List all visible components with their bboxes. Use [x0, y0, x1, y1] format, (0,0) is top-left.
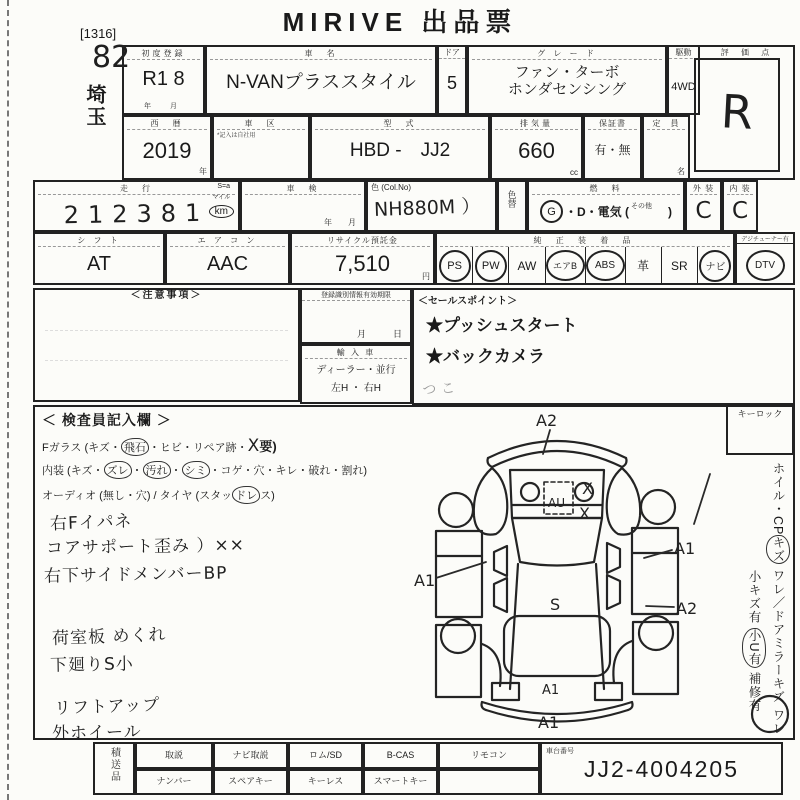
- exterior-cell: [685, 180, 722, 232]
- tuner-label: デジチューナー有: [737, 234, 793, 244]
- small-u-circled: 小U有: [742, 628, 766, 667]
- equip-ps: PS: [437, 247, 472, 284]
- tuner-value: DTV: [746, 250, 785, 281]
- lot-number: 82: [92, 40, 131, 75]
- interior-dot2: ・: [170, 465, 182, 477]
- interior-shimi-circled: シミ: [182, 461, 210, 479]
- color-change-label: 色替: [506, 190, 517, 208]
- keylock-box: [726, 405, 794, 455]
- tuner-cell: [735, 232, 795, 285]
- recycle-label: リサイクル預託金: [295, 234, 430, 247]
- hand-note-5: 下廻りS小: [49, 654, 135, 676]
- class-cell: [212, 115, 310, 180]
- displacement-unit: cc: [570, 168, 578, 177]
- class-note: *記入は自社用: [217, 133, 256, 139]
- cell-spare-key: スペアキー: [213, 769, 288, 795]
- model-value: HBD - JJ2: [349, 140, 451, 161]
- model-label: 型 式: [315, 117, 485, 130]
- annotation-a1-right: A1: [674, 539, 696, 558]
- color-cell: [366, 180, 497, 232]
- drive-label: 駆動: [669, 47, 698, 59]
- recycle-unit: 円: [422, 272, 430, 281]
- car-name-value: N-VANプラススタイル: [226, 72, 416, 93]
- class-label: 車 区: [217, 117, 305, 130]
- grade-line1: ファン・ターボ: [514, 64, 620, 81]
- car-name-cell: [205, 45, 437, 115]
- cell-number-plate: ナンバー: [135, 769, 213, 795]
- hand-note-3: 右下サイドメンバーBP: [43, 563, 228, 587]
- recycle-value: 7,510: [334, 251, 391, 276]
- corner-code: [1316]: [80, 26, 117, 41]
- equip-sr: SR: [661, 247, 697, 284]
- shift-cell: [33, 232, 165, 285]
- grade-line2: ホンダセンシング: [507, 81, 627, 99]
- fuel-gas-option: G: [540, 200, 563, 223]
- shaken-label: 車 検: [245, 182, 361, 195]
- annotation-a1-left: A1: [414, 571, 436, 590]
- page-title: MIRIVE 出品票: [282, 7, 518, 37]
- grade-cell: [467, 45, 667, 115]
- equipment-label: 純 正 装 着 品: [440, 234, 730, 247]
- shipping-items-cell: [93, 742, 135, 795]
- fuel-cell: [527, 180, 685, 232]
- first-registration-value: R1 8: [142, 68, 185, 90]
- cell-rom-sd: ロム/SD: [288, 742, 363, 769]
- sales-hand-note: つ こ: [421, 380, 456, 399]
- drive-value: 4WD: [671, 81, 696, 93]
- exterior-value: C: [694, 197, 713, 225]
- cell-navi-torisetsu: ナビ取説: [213, 742, 288, 769]
- annotation-x1: X: [582, 479, 593, 498]
- sales-points-label: ＜セールスポイント＞: [418, 296, 518, 307]
- equipment-cell: [435, 232, 735, 285]
- equip-pw: PW: [472, 247, 508, 284]
- year-unit: 年: [199, 167, 207, 176]
- hand-note-7: 外ホイール: [51, 722, 142, 744]
- equip-airbag: エアB: [545, 247, 585, 284]
- year-value: 2019: [142, 138, 192, 163]
- registration-date-line: 月 日: [356, 329, 402, 339]
- color-change-cell: [497, 180, 527, 232]
- displacement-cell: [490, 115, 583, 180]
- interior-yogore-circled: 汚れ: [143, 461, 171, 479]
- shaken-unit: 年 月: [324, 218, 356, 227]
- hand-note-6: リフトアップ: [53, 695, 161, 719]
- interior-value: C: [731, 197, 749, 225]
- mileage-label: 走 行: [38, 182, 235, 195]
- first-registration-label: 初度登録: [127, 47, 200, 60]
- aircon-cell: [165, 232, 290, 285]
- mileage-value: 212381: [63, 198, 210, 230]
- studless-circled: ドレ: [232, 486, 260, 504]
- import-handle: 左H ・ 右H: [331, 382, 381, 394]
- fglass-line-mid: ・ヒビ・リペア跡・: [148, 442, 248, 454]
- annotation-au: AU: [548, 496, 565, 510]
- keylock-label: キーロック: [737, 409, 783, 419]
- sales-points-box: [412, 288, 795, 405]
- fuel-paren-close: ): [668, 204, 672, 219]
- import-type: ディーラー・並行: [316, 365, 396, 376]
- score-value: R: [719, 84, 755, 140]
- annotation-s-center: S: [550, 595, 561, 614]
- caution-label: ＜注意事項＞: [130, 290, 203, 301]
- fuel-other-label: その他: [631, 202, 652, 210]
- capacity-cell: [642, 115, 690, 180]
- mileage-cell: [33, 180, 240, 232]
- annotation-a2-right: A2: [676, 599, 698, 618]
- equip-navi: ナビ: [697, 247, 733, 284]
- shaken-cell: [240, 180, 366, 232]
- hand-note-1: 右Fイパネ: [49, 511, 133, 535]
- annotation-a1-rear: A1: [542, 683, 560, 698]
- annotation-a2-top: A2: [536, 411, 558, 430]
- warranty-cell: [583, 115, 642, 180]
- exterior-label: 外 装: [690, 182, 717, 195]
- fglass-line-pre: Fガラス (キズ・: [42, 442, 121, 454]
- cell-bcas: B-CAS: [363, 742, 438, 769]
- mileage-sub-label: S=a: [217, 183, 230, 190]
- fglass-hand-x: X: [247, 436, 260, 456]
- interior-dot1: ・: [131, 465, 143, 477]
- displacement-value: 660: [518, 138, 555, 163]
- aircon-label: エ ア コ ン: [170, 234, 285, 247]
- audio-line-pre: オーディオ (無し・穴) / タイヤ (スタッ: [42, 490, 233, 502]
- interior-label: 内 装: [727, 182, 753, 195]
- shift-value: AT: [86, 253, 112, 275]
- interior-zure-circled: ズレ: [104, 461, 132, 479]
- annotation-a1-bottom: A1: [538, 713, 560, 732]
- fglass-hiseki-circled: 飛石: [121, 438, 149, 456]
- first-registration-cell: [122, 45, 205, 115]
- chassis-number-value: JJ2-4004205: [584, 756, 739, 782]
- cell-torisetsu: 取説: [135, 742, 213, 769]
- caution-box: [33, 288, 300, 402]
- fglass-line-end: 要): [259, 439, 277, 454]
- right-vertical-notes: [728, 462, 790, 738]
- capacity-unit: 名: [677, 167, 685, 176]
- grade-label: グ レ ー ド: [472, 47, 662, 60]
- inspector-header: ＜ 検査員記入欄 ＞: [42, 412, 172, 428]
- chassis-number-label: 車台番号: [546, 748, 574, 755]
- import-box: [300, 344, 412, 404]
- equip-abs: ABS: [585, 247, 625, 284]
- model-cell: [310, 115, 490, 180]
- score-label: 評 価 点: [720, 48, 775, 57]
- color-value: NH880M ）: [373, 195, 481, 221]
- warranty-value: 有・無: [594, 143, 631, 157]
- equip-leather: 革: [625, 247, 661, 284]
- cell-remocon-blank: [438, 769, 540, 795]
- capacity-label: 定 員: [647, 117, 685, 130]
- mileage-km-label: km: [209, 205, 234, 218]
- vertical-note-wheel: ホイル・CPキズ ワレ／ドアミラーキズ ワレ: [766, 462, 790, 738]
- warranty-label: 保証書: [588, 117, 637, 130]
- aircon-value: AAC: [206, 253, 249, 275]
- fuel-label: 燃 料: [532, 182, 680, 195]
- mileage-km-stack: [209, 192, 234, 219]
- car-name-label: 車 名: [210, 47, 432, 60]
- year-cell: [122, 115, 212, 180]
- equip-aw: AW: [508, 247, 544, 284]
- first-registration-unit: 年 月: [144, 103, 183, 110]
- sales-point-1: ★プッシュスタート: [426, 316, 578, 335]
- registration-box: [300, 288, 412, 344]
- door-value: 5: [446, 73, 457, 93]
- interior-cell: [722, 180, 758, 232]
- cell-keyless: キーレス: [288, 769, 363, 795]
- annotation-x2: X: [579, 504, 590, 523]
- audio-line-end: ス): [260, 490, 275, 502]
- door-cell: [437, 45, 467, 115]
- hand-note-2: コアサポート歪み ）××: [45, 535, 246, 559]
- vertical-note-small-damage: 小キズ有 小U有 補修有: [742, 462, 766, 738]
- displacement-label: 排気量: [495, 117, 578, 130]
- prefecture: 埼玉: [83, 84, 105, 128]
- import-label: 輸 入 車: [305, 346, 407, 359]
- shift-label: シ フ ト: [38, 234, 160, 247]
- interior-line-end: ・コゲ・穴・キレ・破れ・割れ): [209, 465, 368, 477]
- fuel-options: ・D・電気 (: [565, 205, 629, 219]
- color-label: 色 (Col.No): [371, 183, 412, 192]
- recycle-cell: [290, 232, 435, 285]
- year-label: 西 暦: [127, 117, 207, 130]
- sales-point-2: ★バックカメラ: [426, 347, 545, 366]
- kizu-circled: キズ: [766, 535, 790, 564]
- cell-smart-key: スマートキー: [363, 769, 438, 795]
- door-label: ドア: [439, 47, 465, 59]
- hand-note-4: 荷室板 めくれ: [51, 625, 167, 649]
- registration-header: 登録識別情報有効期限: [302, 290, 410, 301]
- cell-remocon: リモコン: [438, 742, 540, 769]
- chassis-number-box: [540, 742, 783, 795]
- left-margin-line: [7, 0, 9, 800]
- score-box: [694, 58, 780, 172]
- interior-line-pre: 内装 (キズ・: [42, 465, 104, 477]
- mileage-mile-label: マイル: [212, 195, 231, 201]
- shipping-items-label: 積送品: [108, 747, 120, 783]
